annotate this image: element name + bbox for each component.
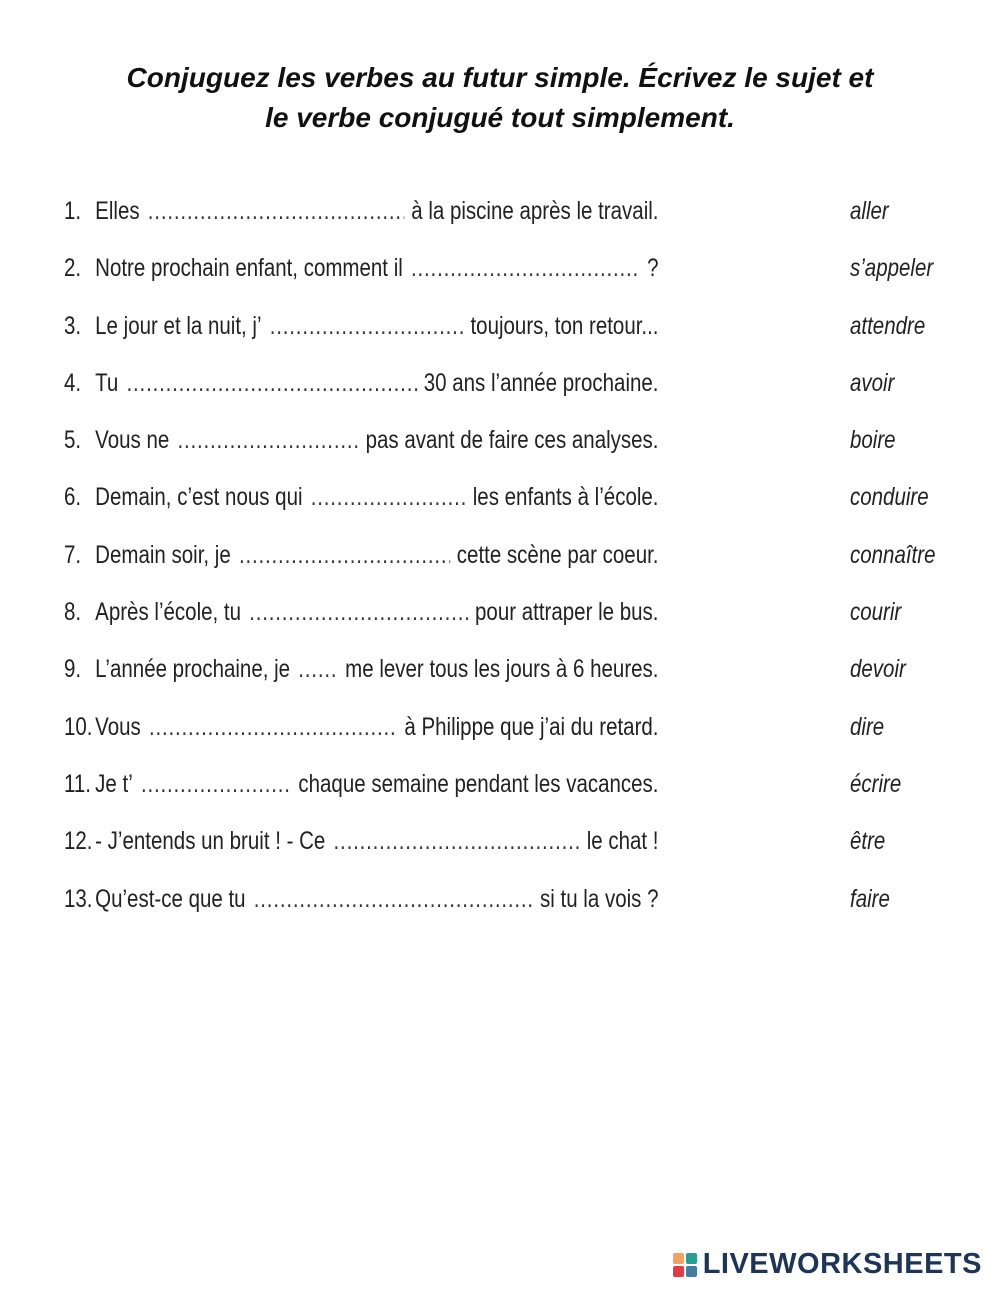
logo-block-1 <box>673 1253 684 1264</box>
sentence-end: me lever tous les jours à 6 heures. <box>345 655 659 684</box>
exercise-sentence <box>64 827 659 856</box>
logo-block-4 <box>686 1266 697 1277</box>
exercise-row <box>64 254 964 311</box>
answer-blank[interactable] <box>149 713 398 742</box>
sentence-end: pas avant de faire ces analyses. <box>365 426 659 455</box>
logo-block-2 <box>686 1253 697 1264</box>
sentence-end: 30 ans l’année prochaine. <box>423 368 659 397</box>
sentence-start: Notre prochain enfant, comment il <box>95 254 403 283</box>
exercise-number: 12. <box>64 827 93 856</box>
answer-blank[interactable] <box>411 254 641 283</box>
sentence-start: Tu <box>95 368 119 397</box>
exercise-sentence <box>64 426 659 455</box>
sentence-end: ? <box>647 254 659 283</box>
exercise-number: 6. <box>64 483 82 512</box>
sentence-end: pour attraper le bus. <box>475 598 659 627</box>
logo-text: LIVEWORKSHEETS <box>702 1248 982 1280</box>
answer-blank[interactable] <box>311 483 466 512</box>
exercise-row <box>64 483 964 540</box>
exercise-sentence <box>64 254 659 283</box>
answer-blank[interactable] <box>141 770 292 799</box>
exercise-sentence <box>64 541 659 570</box>
liveworksheets-logo <box>673 1248 982 1281</box>
exercise-row <box>64 713 964 770</box>
infinitive-verb: courir <box>850 598 902 627</box>
infinitive-verb: aller <box>850 197 889 225</box>
exercise-sentence <box>64 197 659 226</box>
answer-blank[interactable] <box>249 598 468 627</box>
sentence-start: Vous ne <box>95 426 170 455</box>
sentence-end: à Philippe que j’ai du retard. <box>404 712 659 741</box>
sentence-start: Demain soir, je <box>95 540 231 569</box>
exercise-row <box>64 369 964 426</box>
answer-blank[interactable] <box>270 312 464 341</box>
exercise-sentence <box>64 369 659 398</box>
infinitive-verb: conduire <box>850 483 929 512</box>
sentence-end: les enfants à l’école. <box>472 483 659 512</box>
exercise-sentence <box>64 713 659 742</box>
infinitive-verb: connaître <box>850 540 936 569</box>
exercise-sentence <box>64 483 659 512</box>
exercise-row <box>64 598 964 655</box>
exercise-sentence <box>64 598 659 627</box>
exercise-sentence <box>64 885 659 914</box>
answer-blank[interactable] <box>239 541 450 570</box>
answer-blank[interactable] <box>298 655 338 684</box>
sentence-start: Vous <box>95 712 141 741</box>
exercise-row <box>64 885 964 942</box>
answer-blank[interactable] <box>127 369 418 398</box>
sentence-end: cette scène par coeur. <box>456 540 659 569</box>
exercise-number: 10. <box>64 712 93 741</box>
exercise-sentence <box>64 312 659 341</box>
sentence-end: toujours, ton retour... <box>470 311 659 340</box>
infinitive-verb: écrire <box>850 769 902 798</box>
sentence-end: à la piscine après le travail. <box>411 197 659 225</box>
exercise-sentence <box>64 770 659 799</box>
infinitive-verb: devoir <box>850 655 906 684</box>
answer-blank[interactable] <box>177 426 359 455</box>
answer-blank[interactable] <box>148 197 405 226</box>
sentence-start: Elles <box>95 197 140 225</box>
sentence-end: si tu la vois ? <box>539 884 659 913</box>
exercise-row <box>64 541 964 598</box>
logo-block-3 <box>673 1266 684 1277</box>
exercise-number: 2. <box>64 254 82 283</box>
exercise-row <box>64 770 964 827</box>
exercise-row <box>64 655 964 712</box>
instructions-line-2: le verbe conjugué tout simplement. <box>265 102 735 133</box>
infinitive-verb: dire <box>850 712 885 741</box>
infinitive-verb: s’appeler <box>850 254 934 283</box>
exercise-number: 1. <box>64 197 82 225</box>
infinitive-verb: avoir <box>850 368 895 397</box>
infinitive-verb: attendre <box>850 311 926 340</box>
exercise-row <box>64 827 964 884</box>
infinitive-verb: être <box>850 827 886 856</box>
sentence-start: L’année prochaine, je <box>95 655 291 684</box>
infinitive-verb: boire <box>850 426 896 455</box>
exercise-row <box>64 197 964 254</box>
sentence-start: Après l’école, tu <box>95 598 242 627</box>
exercise-row <box>64 312 964 369</box>
sentence-start: - J’entends un bruit ! - Ce <box>95 827 326 856</box>
answer-blank[interactable] <box>334 827 581 856</box>
exercise-sentence <box>64 655 659 684</box>
exercise-number: 9. <box>64 655 82 684</box>
exercise-number: 3. <box>64 311 82 340</box>
sentence-end: le chat ! <box>586 827 659 856</box>
logo-blocks-icon <box>673 1253 697 1277</box>
sentence-end: chaque semaine pendant les vacances. <box>298 769 659 798</box>
sentence-start: Je t’ <box>95 769 133 798</box>
instructions-heading <box>40 58 960 138</box>
answer-blank[interactable] <box>254 885 534 914</box>
sentence-start: Demain, c’est nous qui <box>95 483 303 512</box>
exercise-list <box>64 197 964 942</box>
exercise-number: 8. <box>64 598 82 627</box>
instructions-line-1: Conjuguez les verbes au futur simple. Écrivez le sujet et <box>126 62 874 93</box>
exercise-number: 11. <box>64 769 91 798</box>
exercise-number: 7. <box>64 540 82 569</box>
sentence-start: Qu’est-ce que tu <box>95 884 246 913</box>
exercise-number: 5. <box>64 426 82 455</box>
infinitive-verb: faire <box>850 884 890 913</box>
exercise-number: 13. <box>64 884 93 913</box>
sentence-start: Le jour et la nuit, j’ <box>95 311 262 340</box>
exercise-row <box>64 426 964 483</box>
exercise-number: 4. <box>64 368 82 397</box>
